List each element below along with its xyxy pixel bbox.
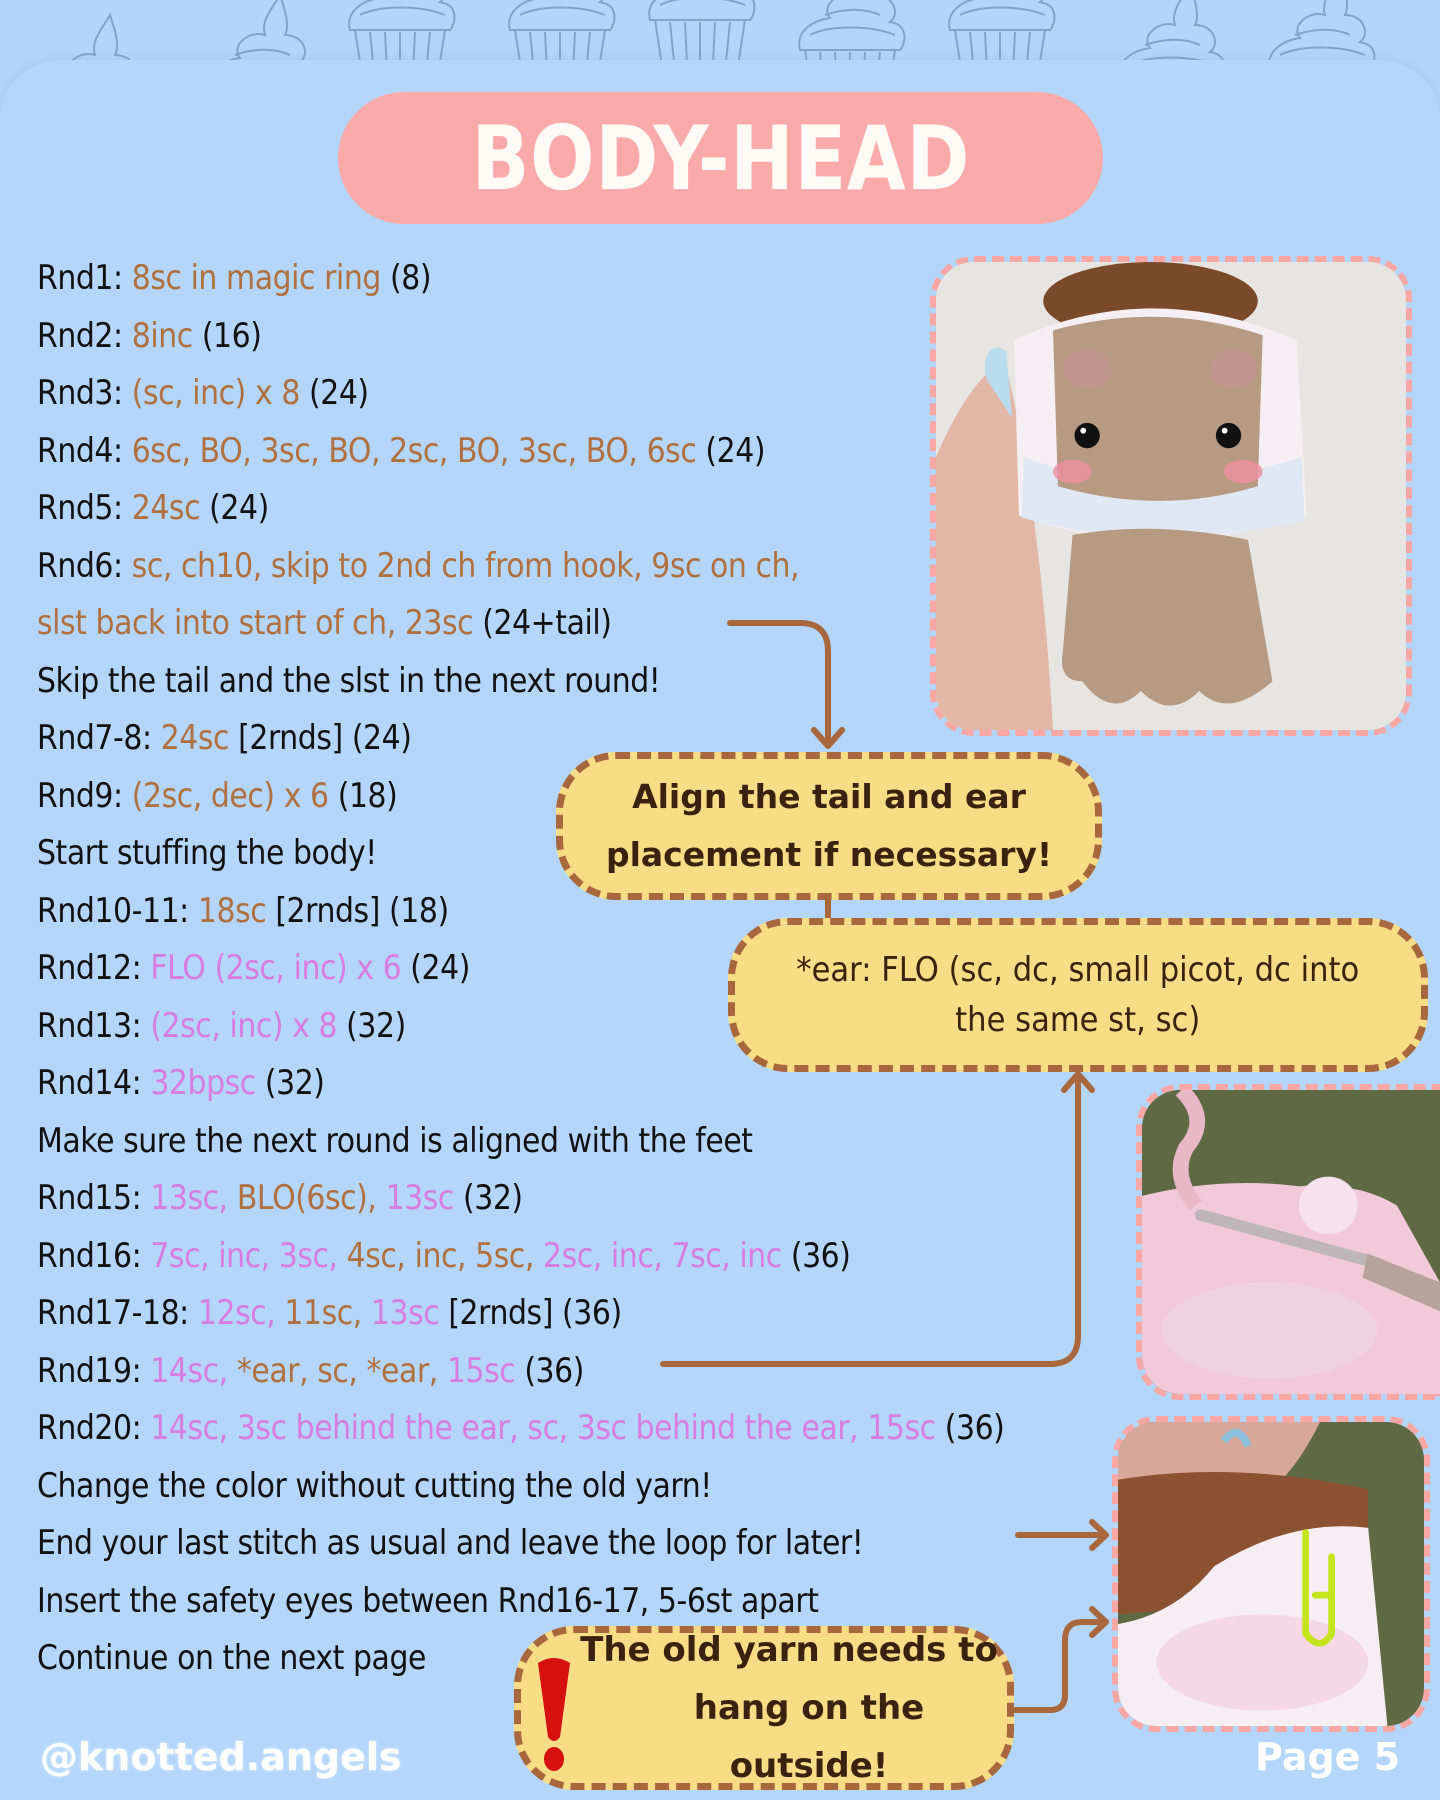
stitch-instructions: 18sc	[197, 890, 276, 931]
ear-crochet-photo	[1136, 1084, 1440, 1400]
stitch-instructions: 8inc	[131, 315, 202, 356]
stitch-instructions: [2rnds]	[238, 718, 352, 758]
stitch-count: (36)	[524, 1350, 584, 1391]
stitch-count: (36)	[790, 1235, 851, 1276]
stitch-instructions: 32bpsc	[150, 1063, 265, 1103]
instruction-line	[37, 653, 1004, 711]
round-label: Rnd10-11:	[37, 890, 198, 931]
color-change-photo	[1112, 1416, 1430, 1732]
stitch-count: (36)	[944, 1408, 1005, 1448]
round-label: Rnd19:	[37, 1350, 151, 1391]
stitch-instructions: 24sc	[160, 718, 239, 758]
instruction-note: Make sure the next round is aligned with the feet	[37, 1120, 753, 1161]
instruction-line	[37, 538, 1004, 596]
instruction-line	[37, 308, 1004, 366]
instruction-note: Continue on the next page	[37, 1638, 426, 1678]
ear-definition-line-2: the same st, sc)	[955, 1000, 1201, 1040]
finished-body-photo	[930, 256, 1412, 736]
stitch-count: (36)	[562, 1293, 622, 1333]
round-label: Rnd12:	[37, 948, 151, 988]
stitch-count: (32)	[346, 1005, 406, 1046]
round-label: Rnd9:	[37, 775, 132, 816]
ear-definition-line-1: *ear: FLO (sc, dc, small picot, dc into	[796, 950, 1360, 990]
stitch-instructions: (sc, inc) x 8	[131, 373, 309, 413]
stitch-instructions: 15sc	[446, 1350, 525, 1391]
stitch-instructions: BLO(6sc),	[236, 1178, 386, 1218]
stitch-instructions: [2rnds]	[275, 890, 390, 931]
round-label: Rnd3:	[37, 373, 132, 413]
stitch-instructions: *ear, sc, *ear,	[236, 1350, 447, 1391]
instruction-note: Skip the tail and the slst in the next round!	[37, 660, 661, 701]
stitch-count: (24)	[410, 948, 470, 988]
round-label: Rnd6:	[37, 545, 132, 586]
round-label: Rnd16:	[37, 1235, 151, 1276]
round-label: Rnd17-18:	[37, 1293, 198, 1333]
instruction-note: Start stuffing the body!	[37, 833, 377, 873]
round-label: Rnd7-8:	[37, 718, 161, 758]
instruction-line	[37, 1285, 1004, 1343]
exclamation-alert-icon	[530, 1655, 578, 1775]
stitch-count: (18)	[389, 890, 449, 931]
stitch-instructions: 13sc	[370, 1293, 449, 1333]
round-label: Rnd20:	[37, 1408, 151, 1448]
instruction-line	[37, 423, 1004, 481]
instruction-line	[37, 1343, 1004, 1401]
stitch-instructions: 14sc, 3sc behind the ear, sc, 3sc behind the ear, 15sc	[150, 1408, 945, 1448]
round-label: Rnd5:	[37, 488, 132, 528]
stitch-marker-image	[1118, 1422, 1424, 1726]
instruction-line	[37, 250, 1004, 308]
instruction-line	[37, 1458, 1004, 1516]
stitch-instructions: FLO (2sc, inc) x 6	[150, 948, 411, 988]
instruction-note: Insert the safety eyes between Rnd16-17, 5-6st apart	[37, 1580, 819, 1621]
stitch-instructions: 13sc	[385, 1178, 463, 1218]
instruction-line	[37, 365, 1004, 423]
stitch-instructions: slst back into start of ch, 23sc	[37, 603, 483, 643]
stitch-instructions: 2sc, inc, 7sc, inc	[543, 1235, 791, 1276]
instruction-line	[37, 1113, 1004, 1171]
instruction-line	[37, 1170, 1004, 1228]
title-banner	[338, 92, 1103, 224]
stitch-count: (18)	[337, 775, 398, 816]
stitch-instructions: 12sc,	[197, 1293, 285, 1333]
align-tip-bubble	[556, 752, 1102, 900]
old-yarn-line-1: The old yarn needs to	[580, 1630, 998, 1670]
round-label: Rnd1:	[37, 258, 132, 298]
stitch-instructions: 14sc,	[150, 1350, 237, 1391]
stitch-instructions: (2sc, inc) x 8	[150, 1005, 347, 1046]
align-tip-line-2: placement if necessary!	[605, 835, 1053, 874]
stitch-count: (16)	[201, 315, 262, 356]
stitch-instructions: 8sc in magic ring	[131, 258, 391, 298]
instruction-line	[37, 1515, 1004, 1573]
round-label: Rnd2:	[37, 315, 132, 356]
author-handle: @knotted.angels	[40, 1735, 402, 1779]
crochet-hook-image	[1142, 1090, 1440, 1394]
instruction-line	[37, 1400, 1004, 1458]
round-label: Rnd15:	[37, 1178, 151, 1218]
stitch-instructions: 11sc,	[284, 1293, 371, 1333]
stitch-instructions: 4sc, inc, 5sc,	[346, 1235, 544, 1276]
instruction-line	[37, 1228, 1004, 1286]
stitch-count: (24)	[351, 718, 412, 758]
stitch-count: (24+tail)	[482, 603, 612, 643]
stitch-instructions: 6sc, BO, 3sc, BO, 2sc, BO, 3sc, BO, 6sc	[131, 430, 706, 471]
stitch-instructions: [2rnds]	[448, 1293, 563, 1333]
stitch-instructions: 13sc,	[150, 1178, 237, 1218]
page-title: BODY-HEAD	[471, 106, 970, 210]
stitch-instructions: sc, ch10, skip to 2nd ch from hook, 9sc on ch,	[131, 545, 800, 586]
page-number: Page 5	[1255, 1735, 1401, 1779]
stitch-count: (32)	[264, 1063, 325, 1103]
round-label: Rnd14:	[37, 1063, 151, 1103]
instruction-line	[37, 480, 1004, 538]
stitch-count: (32)	[462, 1178, 523, 1218]
stitch-count: (24)	[308, 373, 369, 413]
instruction-note: End your last stitch as usual and leave the loop for later!	[37, 1523, 864, 1563]
instruction-note: Change the color without cutting the old yarn!	[37, 1465, 712, 1506]
instruction-line	[37, 595, 1004, 653]
stitch-count: (8)	[390, 258, 432, 298]
stitch-instructions: 24sc	[131, 488, 210, 528]
stitch-instructions: (2sc, dec) x 6	[131, 775, 338, 816]
round-label: Rnd13:	[37, 1005, 151, 1046]
ear-definition-bubble	[728, 918, 1428, 1072]
old-yarn-line-2: hang on the outside!	[693, 1688, 925, 1786]
round-label: Rnd4:	[37, 430, 132, 471]
align-tip-line-1: Align the tail and ear	[632, 777, 1026, 816]
crochet-cat-image	[936, 262, 1406, 730]
stitch-count: (24)	[209, 488, 269, 528]
stitch-count: (24)	[705, 430, 766, 471]
stitch-instructions: 7sc, inc, 3sc,	[150, 1235, 347, 1276]
old-yarn-warning-bubble	[514, 1626, 1014, 1790]
